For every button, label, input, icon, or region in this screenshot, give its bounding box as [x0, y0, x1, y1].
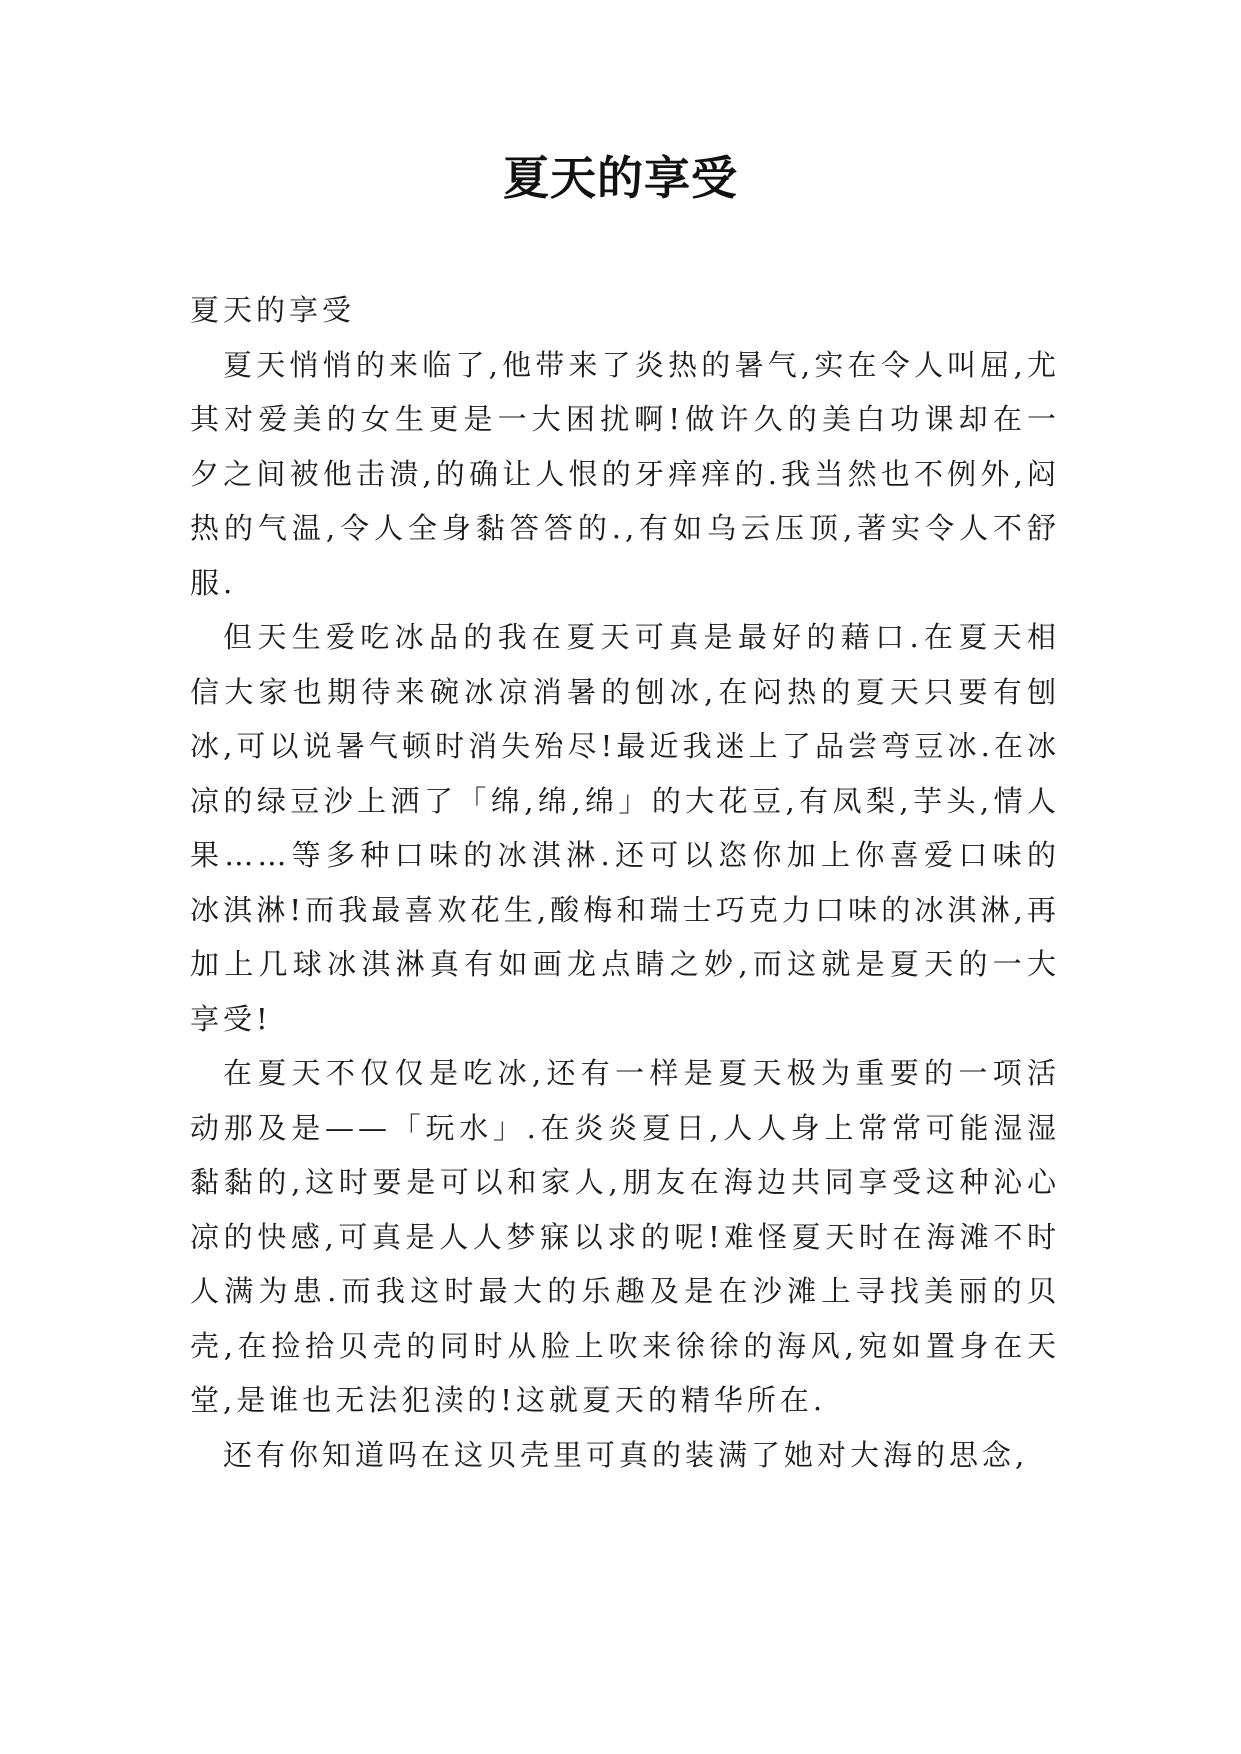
document-title: 夏天的享受	[503, 151, 738, 205]
body-paragraph: 在夏天不仅仅是吃冰,还有一样是夏天极为重要的一项活动那及是——「玩水」.在炎炎夏日,人人身上常常可能湿湿黏黏的,这时要是可以和家人,朋友在海边共同享受这种沁心凉的快感,可真是人人梦寐以求的呢!难怪夏天时在海滩不时人满为患.而我这时最大的乐趣及是在沙滩上寻找美丽的贝壳,在捡拾贝壳的同时从脸上吹来徐徐的海风,宛如置身在天堂,是谁也无法犯渎的!这就夏天的精华所在.	[190, 1056, 1060, 1417]
body-paragraph: 但天生爱吃冰品的我在夏天可真是最好的藉口.在夏天相信大家也期待来碗冰凉消暑的刨冰,在闷热的夏天只要有刨冰,可以说暑气顿时消失殆尽!最近我迷上了品尝弯豆冰.在冰凉的绿豆沙上洒了「绵,绵,绵」的大花豆,有凤梨,芋头,情人果……等多种口味的冰淇淋.还可以恣你加上你喜爱口味的冰淇淋!而我最喜欢花生,酸梅和瑞士巧克力口味的冰淇淋,再加上几球冰淇淋真有如画龙点睛之妙,而这就是夏天的一大享受!	[190, 620, 1060, 1036]
body-paragraph: 还有你知道吗在这贝壳里可真的装满了她对大海的思念,	[223, 1437, 1029, 1472]
body-paragraph: 夏天悄悄的来临了,他带来了炎热的暑气,实在令人叫屈,尤其对爱美的女生更是一大困扰啊!做许久的美白功课却在一夕之间被他击溃,的确让人恨的牙痒痒的.我当然也不例外,闷热的气温,令人全身黏答答的.,有如乌云压顶,著实令人不舒服.	[190, 347, 1060, 600]
document-body	[190, 283, 1060, 1482]
body-subtitle: 夏天的享受	[190, 293, 356, 327]
